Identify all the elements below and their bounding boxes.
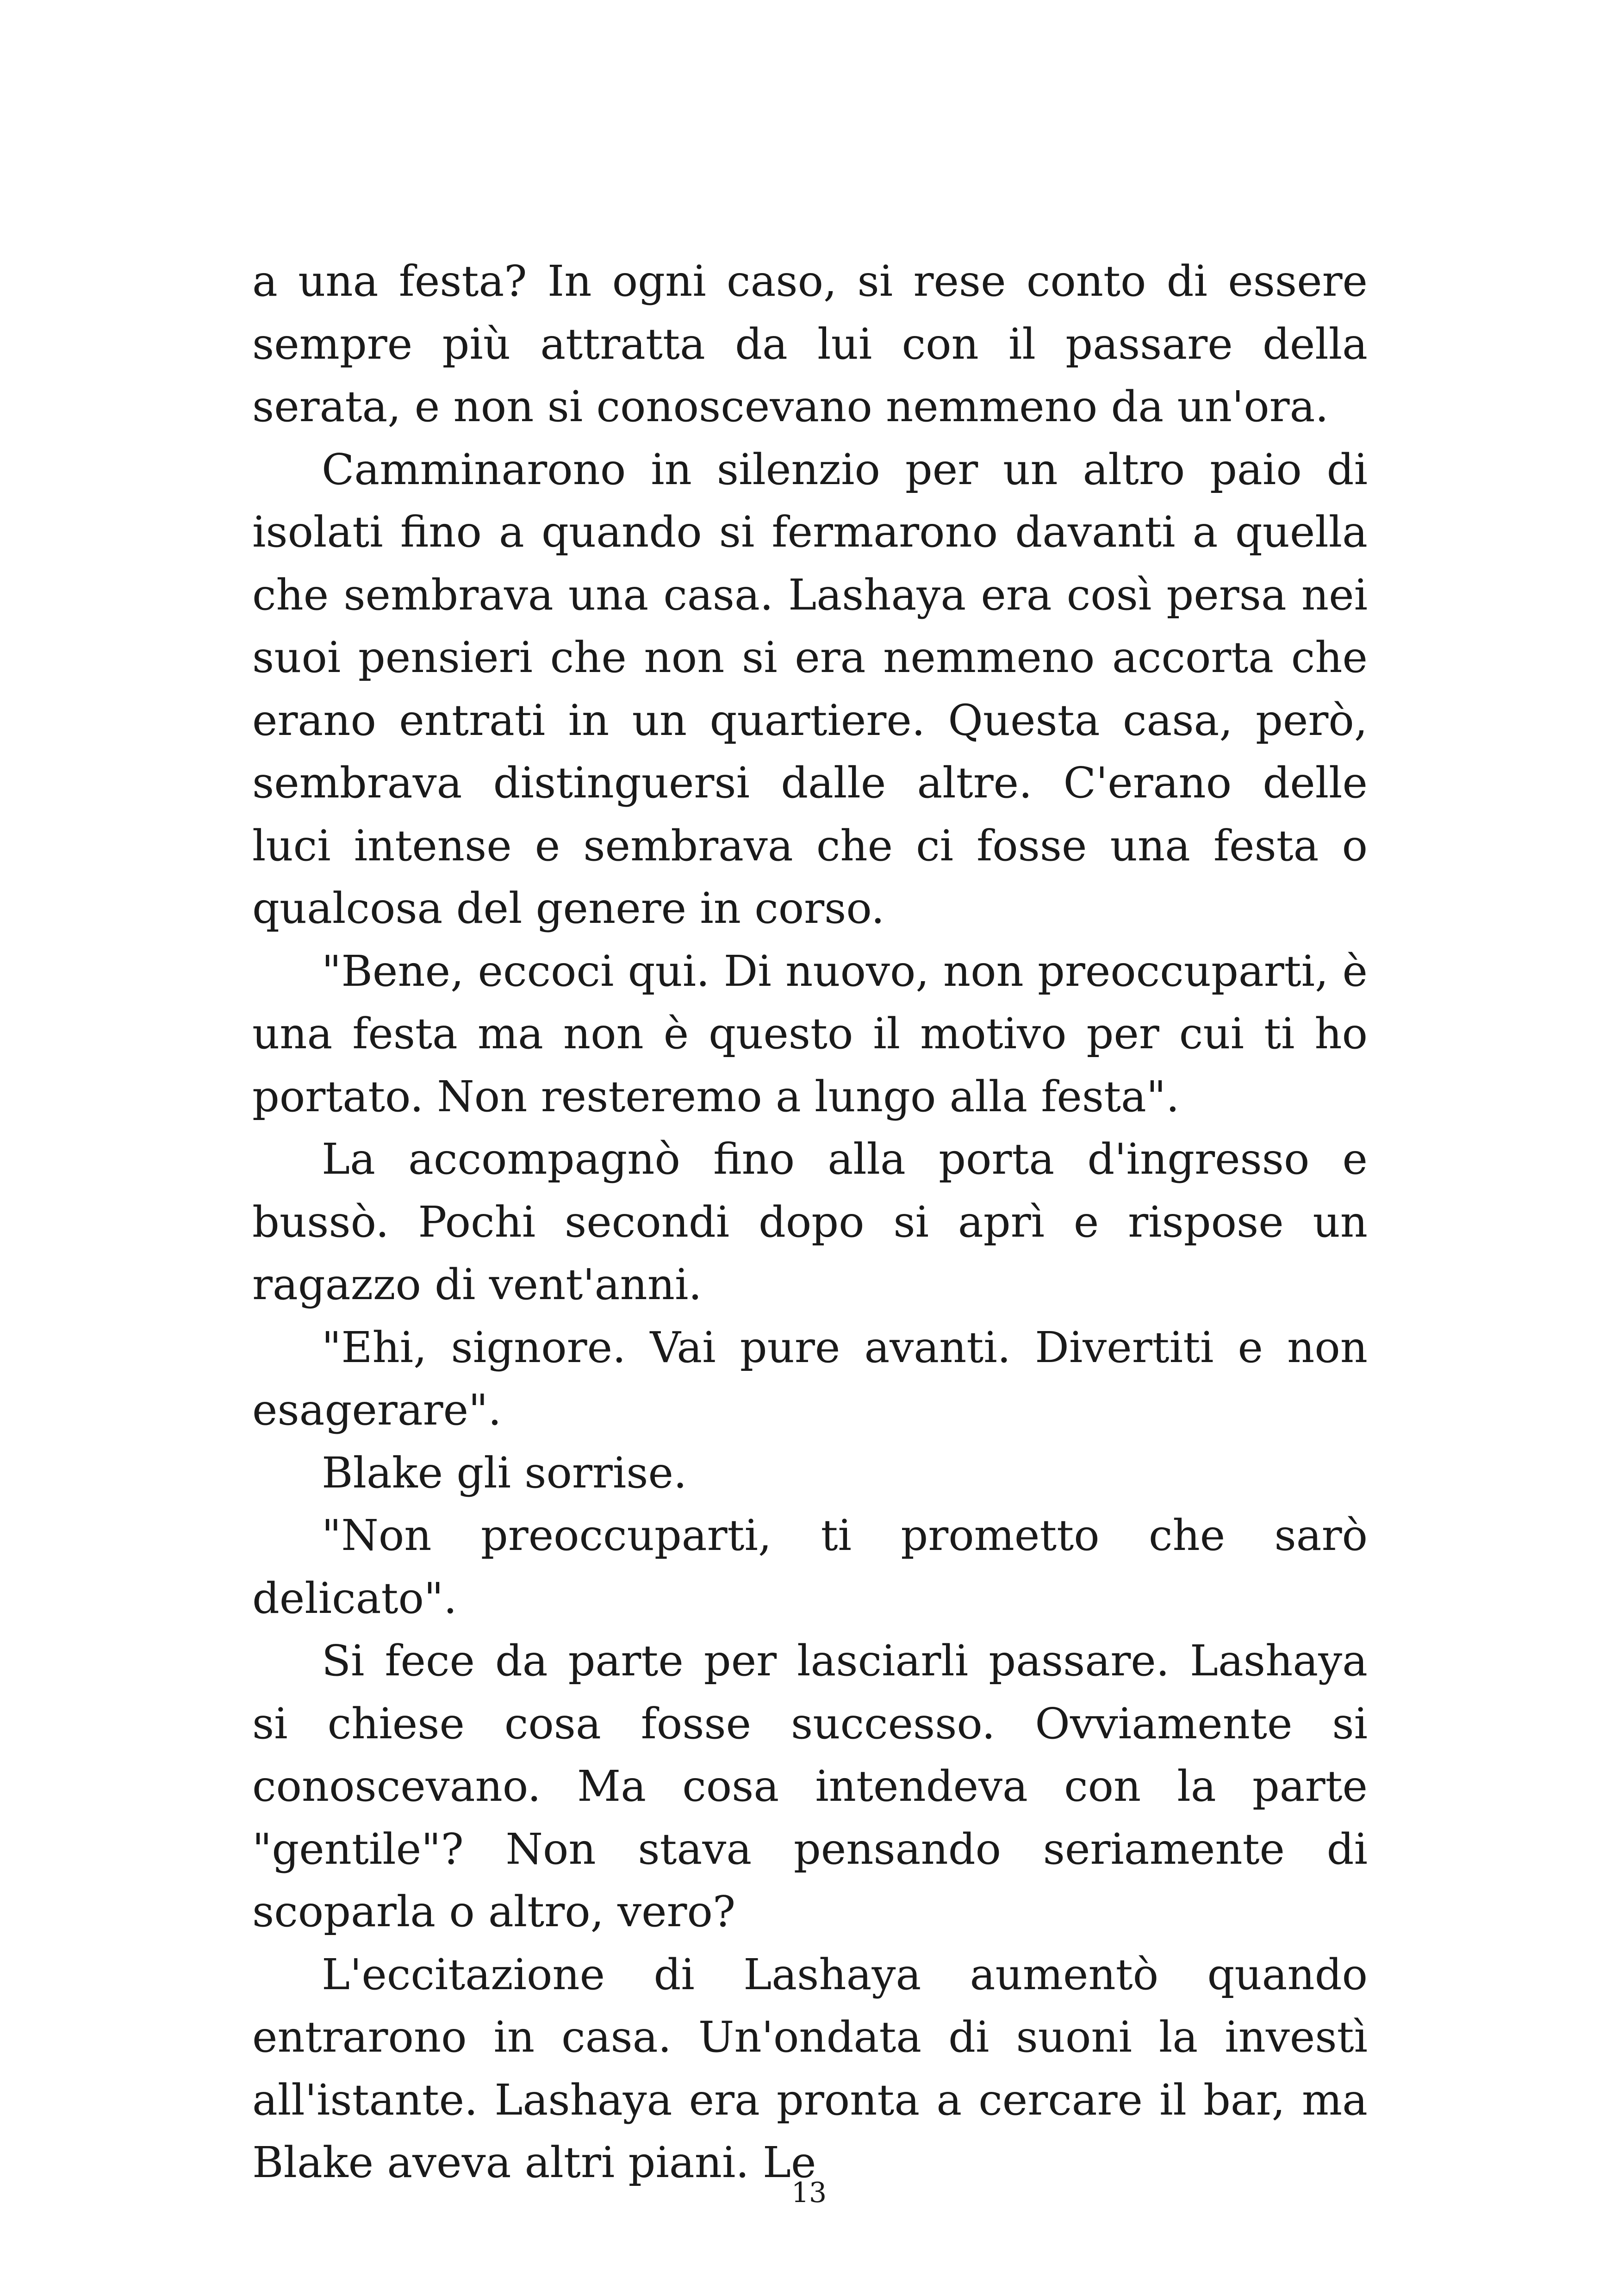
paragraph: Blake gli sorrise. bbox=[322, 1448, 687, 1498]
paragraph: "Non preoccuparti, ti prometto che sarò delicato". bbox=[252, 1511, 1368, 1623]
paragraph: Si fece da parte per lasciarli passare. Lashaya si chiese cosa fosse successo. Ovviamente si conoscevano. Ma cosa intendeva con la parte "gentile"? Non stava pensando seriamente di scoparla o altro, vero? bbox=[252, 1636, 1368, 1936]
body-text bbox=[252, 250, 1368, 2194]
page-number: 13 bbox=[791, 2177, 827, 2209]
paragraph: a una festa? In ogni caso, si rese conto di essere sempre più attratta da lui con il passare della serata, e non si conoscevano nemmeno da un'ora. bbox=[252, 256, 1368, 431]
paragraph: "Bene, eccoci qui. Di nuovo, non preoccuparti, è una festa ma non è questo il motivo per cui ti ho portato. Non resteremo a lungo alla festa". bbox=[252, 946, 1368, 1121]
paragraph: La accompagnò fino alla porta d'ingresso e bussò. Pochi secondi dopo si aprì e rispose un ragazzo di vent'anni. bbox=[252, 1134, 1368, 1309]
paragraph: "Ehi, signore. Vai pure avanti. Divertiti e non esagerare". bbox=[252, 1322, 1368, 1435]
paragraph: Camminarono in silenzio per un altro paio di isolati fino a quando si fermarono davanti a quella che sembrava una casa. Lashaya era così persa nei suoi pensieri che non si era nemmeno accorta che erano entrati in un quartiere. Questa casa, però, sembrava distinguersi dalle altre. C'erano delle luci intense e sembrava che ci fosse una festa o qualcosa del genere in corso. bbox=[252, 444, 1368, 933]
paragraph: L'eccitazione di Lashaya aumentò quando entrarono in casa. Un'ondata di suoni la investì all'istante. Lashaya era pronta a cercare il bar, ma Blake aveva altri piani. Le bbox=[252, 1949, 1368, 2187]
